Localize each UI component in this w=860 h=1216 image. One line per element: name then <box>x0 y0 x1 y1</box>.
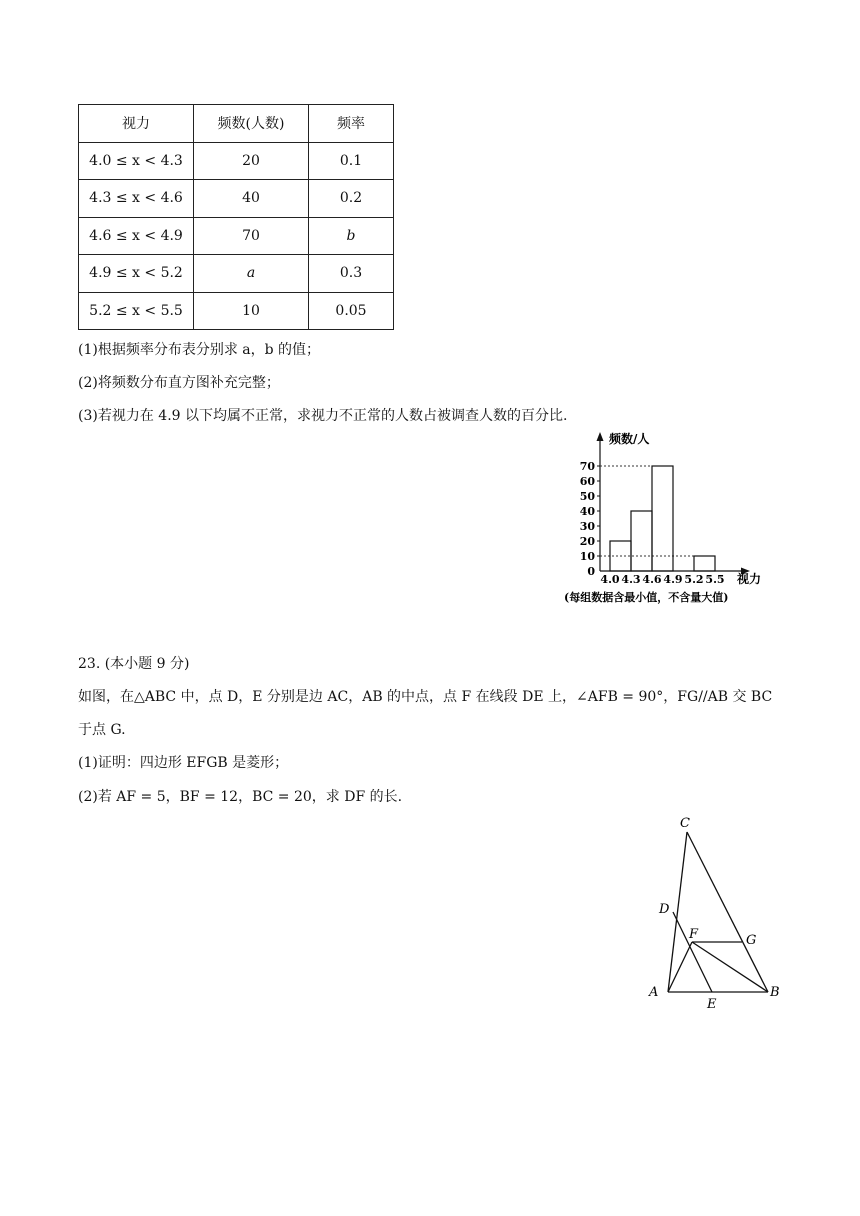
x-tick-label: 4.3 <box>621 573 641 586</box>
y-tick-label: 0 <box>587 565 595 578</box>
x-tick-label: 5.2 <box>684 573 704 586</box>
table-cell: 5.2 ≤ x < 5.5 <box>79 292 194 330</box>
table-cell: 4.0 ≤ x < 4.3 <box>79 142 194 180</box>
y-tick-label: 40 <box>579 505 595 518</box>
frequency-table <box>78 104 394 330</box>
label-c: C <box>680 816 690 831</box>
table-row <box>79 142 394 180</box>
frequency-histogram <box>555 428 795 608</box>
question-part-3: (3)若视力在 4.9 以下均属不正常，求视力不正常的人数占被调查人数的百分比. <box>78 408 568 424</box>
x-tick-label: 4.9 <box>663 573 683 586</box>
table-cell: b <box>309 217 394 255</box>
question-part-2: (2)若 AF = 5，BF = 12，BC = 20，求 DF 的长. <box>78 789 403 805</box>
y-tick-label: 10 <box>579 550 595 563</box>
question-part-2: (2)将频数分布直方图补充完整； <box>78 375 280 391</box>
question-header: 23. (本小题 9 分) <box>78 656 190 672</box>
label-a: A <box>649 985 659 1000</box>
table-cell: 0.3 <box>309 255 394 293</box>
y-tick-label: 20 <box>579 535 595 548</box>
table-row <box>79 217 394 255</box>
label-f: F <box>689 927 699 942</box>
question-stem-line-2: 于点 G. <box>78 722 126 738</box>
y-tick-label: 70 <box>579 460 595 473</box>
label-g: G <box>746 933 757 948</box>
y-tick-label: 50 <box>579 490 595 503</box>
table-header-cell: 频率 <box>309 105 394 143</box>
table-cell: 10 <box>194 292 309 330</box>
segment-ac <box>668 832 687 992</box>
y-axis-label: 频数/人 <box>609 432 650 446</box>
table-header-cell: 频数(人数) <box>194 105 309 143</box>
question-part-1: (1)证明：四边形 EFGB 是菱形； <box>78 755 289 771</box>
segment-bf <box>692 942 768 992</box>
table-cell: 0.05 <box>309 292 394 330</box>
label-b: B <box>770 985 780 1000</box>
y-tick-label: 30 <box>579 520 595 533</box>
label-d: D <box>659 902 670 917</box>
table-row <box>79 292 394 330</box>
table-cell: 40 <box>194 180 309 218</box>
table-row <box>79 255 394 293</box>
table-cell: 4.9 ≤ x < 5.2 <box>79 255 194 293</box>
histogram-bar <box>652 466 673 571</box>
table-cell: 70 <box>194 217 309 255</box>
x-tick-label: 4.0 <box>600 573 620 586</box>
table-cell: 0.2 <box>309 180 394 218</box>
table-cell: 4.6 ≤ x < 4.9 <box>79 217 194 255</box>
segment-bc <box>687 832 768 992</box>
histogram-bar <box>694 556 715 571</box>
x-tick-label: 4.6 <box>642 573 662 586</box>
chart-note: (每组数据含最小值，不含量大值) <box>564 591 729 604</box>
table-cell: a <box>194 255 309 293</box>
label-e: E <box>707 997 717 1012</box>
y-tick-label: 60 <box>579 475 595 488</box>
table-cell: 0.1 <box>309 142 394 180</box>
histogram-bar <box>631 511 652 571</box>
table-cell: 20 <box>194 142 309 180</box>
x-axis-label: 视力 <box>737 572 762 586</box>
table-cell: 4.3 ≤ x < 4.6 <box>79 180 194 218</box>
triangle-figure <box>640 810 800 1015</box>
x-tick-label: 5.5 <box>705 573 725 586</box>
table-row <box>79 180 394 218</box>
question-part-1: (1)根据频率分布表分别求 a，b 的值； <box>78 342 321 358</box>
y-axis-arrow <box>597 432 604 441</box>
table-header-row <box>79 105 394 143</box>
question-stem-line-1: 如图，在△ABC 中，点 D，E 分别是边 AC，AB 的中点，点 F 在线段 DE 上，∠AFB = 90°，FG//AB 交 BC <box>78 689 773 705</box>
table-header-cell: 视力 <box>79 105 194 143</box>
